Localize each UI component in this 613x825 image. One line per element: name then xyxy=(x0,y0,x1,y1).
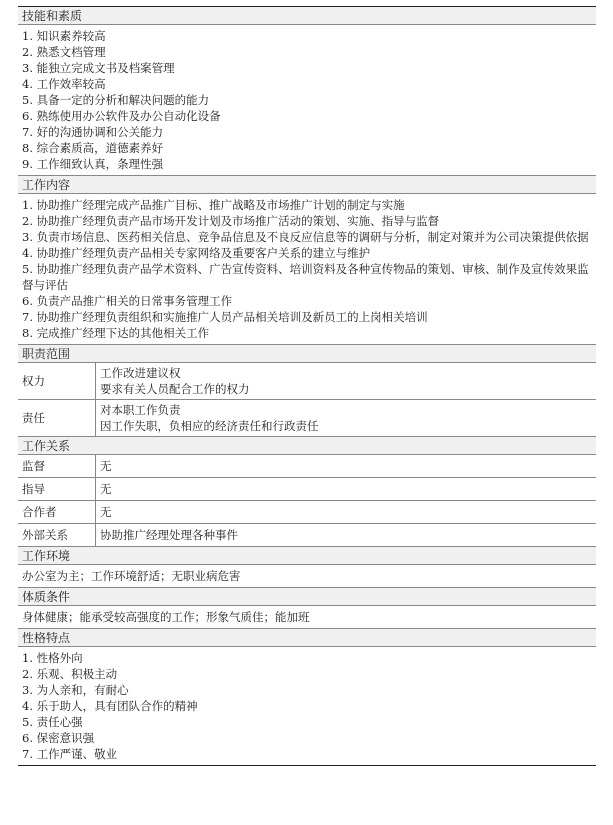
duty-value xyxy=(96,400,596,436)
skills-item: 1. 知识素养较高 xyxy=(22,29,106,43)
environment-header: 工作环境 xyxy=(18,547,596,565)
work-content-item: 4. 协助推广经理负责产品相关专家网络及重要客户关系的建立与维护 xyxy=(22,246,371,260)
relation-row xyxy=(18,524,596,547)
power-value xyxy=(96,363,596,399)
work-content-header: 工作内容 xyxy=(18,176,596,194)
personality-list xyxy=(18,647,596,765)
relation-value: 无 xyxy=(100,482,112,496)
skills-item: 4. 工作效率较高 xyxy=(22,77,106,91)
environment-text: 办公室为主；工作环境舒适；无职业病危害 xyxy=(18,565,596,588)
skills-item: 6. 熟练使用办公软件及办公自动化设备 xyxy=(22,109,221,123)
skills-item: 8. 综合素质高，道德素养好 xyxy=(22,141,164,155)
personality-item: 1. 性格外向 xyxy=(22,651,83,665)
responsibility-header: 职责范围 xyxy=(18,345,596,363)
skills-list xyxy=(18,25,596,176)
duty-row xyxy=(18,400,596,437)
relation-value: 协助推广经理处理各种事件 xyxy=(100,528,238,542)
relation-value: 无 xyxy=(100,505,112,519)
duty-line: 对本职工作负责 xyxy=(100,403,181,417)
relation-label: 指导 xyxy=(18,478,96,500)
work-content-item: 1. 协助推广经理完成产品推广目标、推广战略及市场推广计划的制定与实施 xyxy=(22,198,405,212)
relations-header: 工作关系 xyxy=(18,437,596,455)
personality-item: 6. 保密意识强 xyxy=(22,731,95,745)
relation-row xyxy=(18,478,596,501)
work-content-item: 2. 协助推广经理负责产品市场开发计划及市场推广活动的策划、实施、指导与监督 xyxy=(22,214,440,228)
personality-item: 4. 乐于助人，具有团队合作的精神 xyxy=(22,699,198,713)
skills-item: 5. 具备一定的分析和解决问题的能力 xyxy=(22,93,210,107)
personality-item: 7. 工作严谨、敬业 xyxy=(22,747,118,761)
relation-value: 无 xyxy=(100,459,112,473)
personality-item: 3. 为人亲和，有耐心 xyxy=(22,683,129,697)
personality-header: 性格特点 xyxy=(18,629,596,647)
skills-item: 3. 能独立完成文书及档案管理 xyxy=(22,61,175,75)
duty-label: 责任 xyxy=(18,400,96,436)
power-row xyxy=(18,363,596,400)
physical-text: 身体健康；能承受较高强度的工作；形象气质佳；能加班 xyxy=(18,606,596,629)
skills-item: 2. 熟悉文档管理 xyxy=(22,45,106,59)
relation-label: 合作者 xyxy=(18,501,96,523)
skills-item: 9. 工作细致认真，条理性强 xyxy=(22,157,164,171)
work-content-item: 6. 负责产品推广相关的日常事务管理工作 xyxy=(22,294,233,308)
relation-label: 外部关系 xyxy=(18,524,96,546)
work-content-list xyxy=(18,194,596,345)
personality-item: 5. 责任心强 xyxy=(22,715,83,729)
skills-item: 7. 好的沟通协调和公关能力 xyxy=(22,125,164,139)
job-description-table xyxy=(18,6,596,766)
relation-label: 监督 xyxy=(18,455,96,477)
duty-line: 因工作失职，负相应的经济责任和行政责任 xyxy=(100,419,319,433)
work-content-item: 7. 协助推广经理负责组织和实施推广人员产品相关培训及新员工的上岗相关培训 xyxy=(22,310,428,324)
work-content-item: 5. 协助推广经理负责产品学术资料、广告宣传资料、培训资料及各种宣传物品的策划、审核、制作及宣传效果监督与评估 xyxy=(22,262,589,292)
power-label: 权力 xyxy=(18,363,96,399)
work-content-item: 3. 负责市场信息、医药相关信息、竞争品信息及不良反应信息等的调研与分析，制定对策并为公司决策提供依据 xyxy=(22,230,589,244)
skills-header: 技能和素质 xyxy=(18,7,596,25)
relation-row xyxy=(18,501,596,524)
work-content-item: 8. 完成推广经理下达的其他相关工作 xyxy=(22,326,210,340)
relation-row xyxy=(18,455,596,478)
power-line: 要求有关人员配合工作的权力 xyxy=(100,382,250,396)
personality-item: 2. 乐观、积极主动 xyxy=(22,667,118,681)
power-line: 工作改进建议权 xyxy=(100,366,181,380)
physical-header: 体质条件 xyxy=(18,588,596,606)
